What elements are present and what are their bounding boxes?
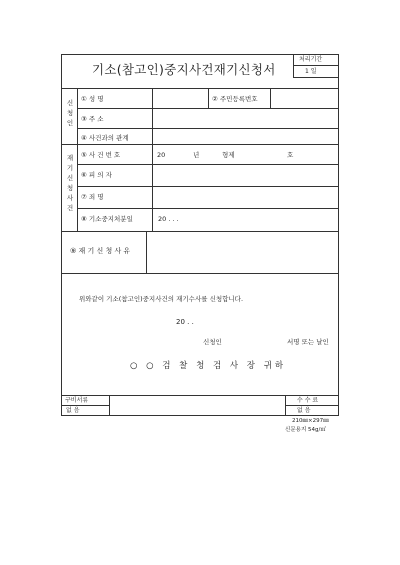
fee-box-divider (285, 405, 338, 406)
form-title: 기소(참고인)중지사건재기신청서 (92, 62, 276, 77)
case-no-field[interactable] (153, 145, 337, 164)
applicant-sign-field[interactable] (230, 335, 280, 347)
case-no-year: 20 (157, 151, 166, 159)
resident-no-label: ② 주민등록번호 (212, 95, 258, 103)
group-column-line-bottom (77, 208, 78, 231)
case-no-nyeon: 년 (193, 151, 200, 159)
suspect-field[interactable] (153, 165, 337, 186)
outer-border-right (338, 54, 339, 416)
group-column-line (77, 88, 78, 212)
reason-label: ⑨ 재 기 신 청 사 유 (70, 247, 131, 255)
attach-label: 구비서류 (65, 397, 89, 404)
relation-label: ④ 사건과의 관계 (81, 134, 129, 142)
attach-box-right (109, 395, 110, 415)
sign-or-seal-label: 서명 또는 날인 (287, 338, 329, 346)
resident-no-divider-left (208, 88, 209, 108)
processing-period-label: 처리기간 (299, 56, 323, 63)
suspension-date-value: 20 . . . (158, 215, 179, 223)
address-field[interactable] (153, 109, 337, 128)
name-field[interactable] (153, 89, 208, 108)
case-no-ho: 호 (287, 151, 294, 159)
suspension-date-label: ⑧ 기소중지처분일 (81, 215, 133, 223)
fee-label: 수 수 료 (297, 397, 319, 404)
applicant-group-label: 신 청 인 (66, 99, 74, 127)
outer-border-left (61, 54, 62, 415)
outer-border-bottom (61, 415, 339, 416)
suspension-date-field[interactable] (153, 209, 337, 230)
resident-no-field[interactable] (271, 89, 337, 108)
charge-field[interactable] (153, 187, 337, 208)
period-box-bottom (293, 77, 338, 78)
addressee: ○ ○ 검 찰 청 검 사 장 귀하 (130, 361, 287, 371)
processing-period-value: 1 일 (305, 68, 317, 75)
footer-line (61, 395, 339, 396)
applicant-sign-label: 신청인 (203, 338, 222, 346)
paper-type: 신문용지 54g/㎡ (285, 427, 326, 433)
attach-value: 없 음 (66, 407, 80, 414)
period-box-divider (293, 65, 338, 66)
suspect-label: ⑥ 피 의 자 (81, 171, 112, 179)
case-no-label: ⑤ 사 건 번 호 (81, 151, 121, 159)
relation-field[interactable] (153, 129, 337, 144)
outer-border-top (61, 54, 339, 55)
fee-value: 없 음 (297, 407, 311, 414)
section-line-reason (61, 273, 339, 274)
address-label: ③ 주 소 (81, 115, 104, 123)
case-group-label: 재 기 신 청 사 건 (66, 154, 74, 212)
declaration-date: 20 . . (176, 318, 194, 326)
name-label: ① 성 명 (81, 95, 104, 103)
paper-size: 210㎜×297㎜ (292, 418, 329, 424)
declaration-statement: 위와같이 기소(참고인)중지사건의 재기수사를 신청합니다. (79, 295, 244, 303)
charge-label: ⑦ 죄 명 (81, 193, 104, 201)
reason-field[interactable] (147, 232, 337, 272)
case-no-type: 형제 (222, 151, 235, 159)
attach-box-divider (61, 405, 109, 406)
